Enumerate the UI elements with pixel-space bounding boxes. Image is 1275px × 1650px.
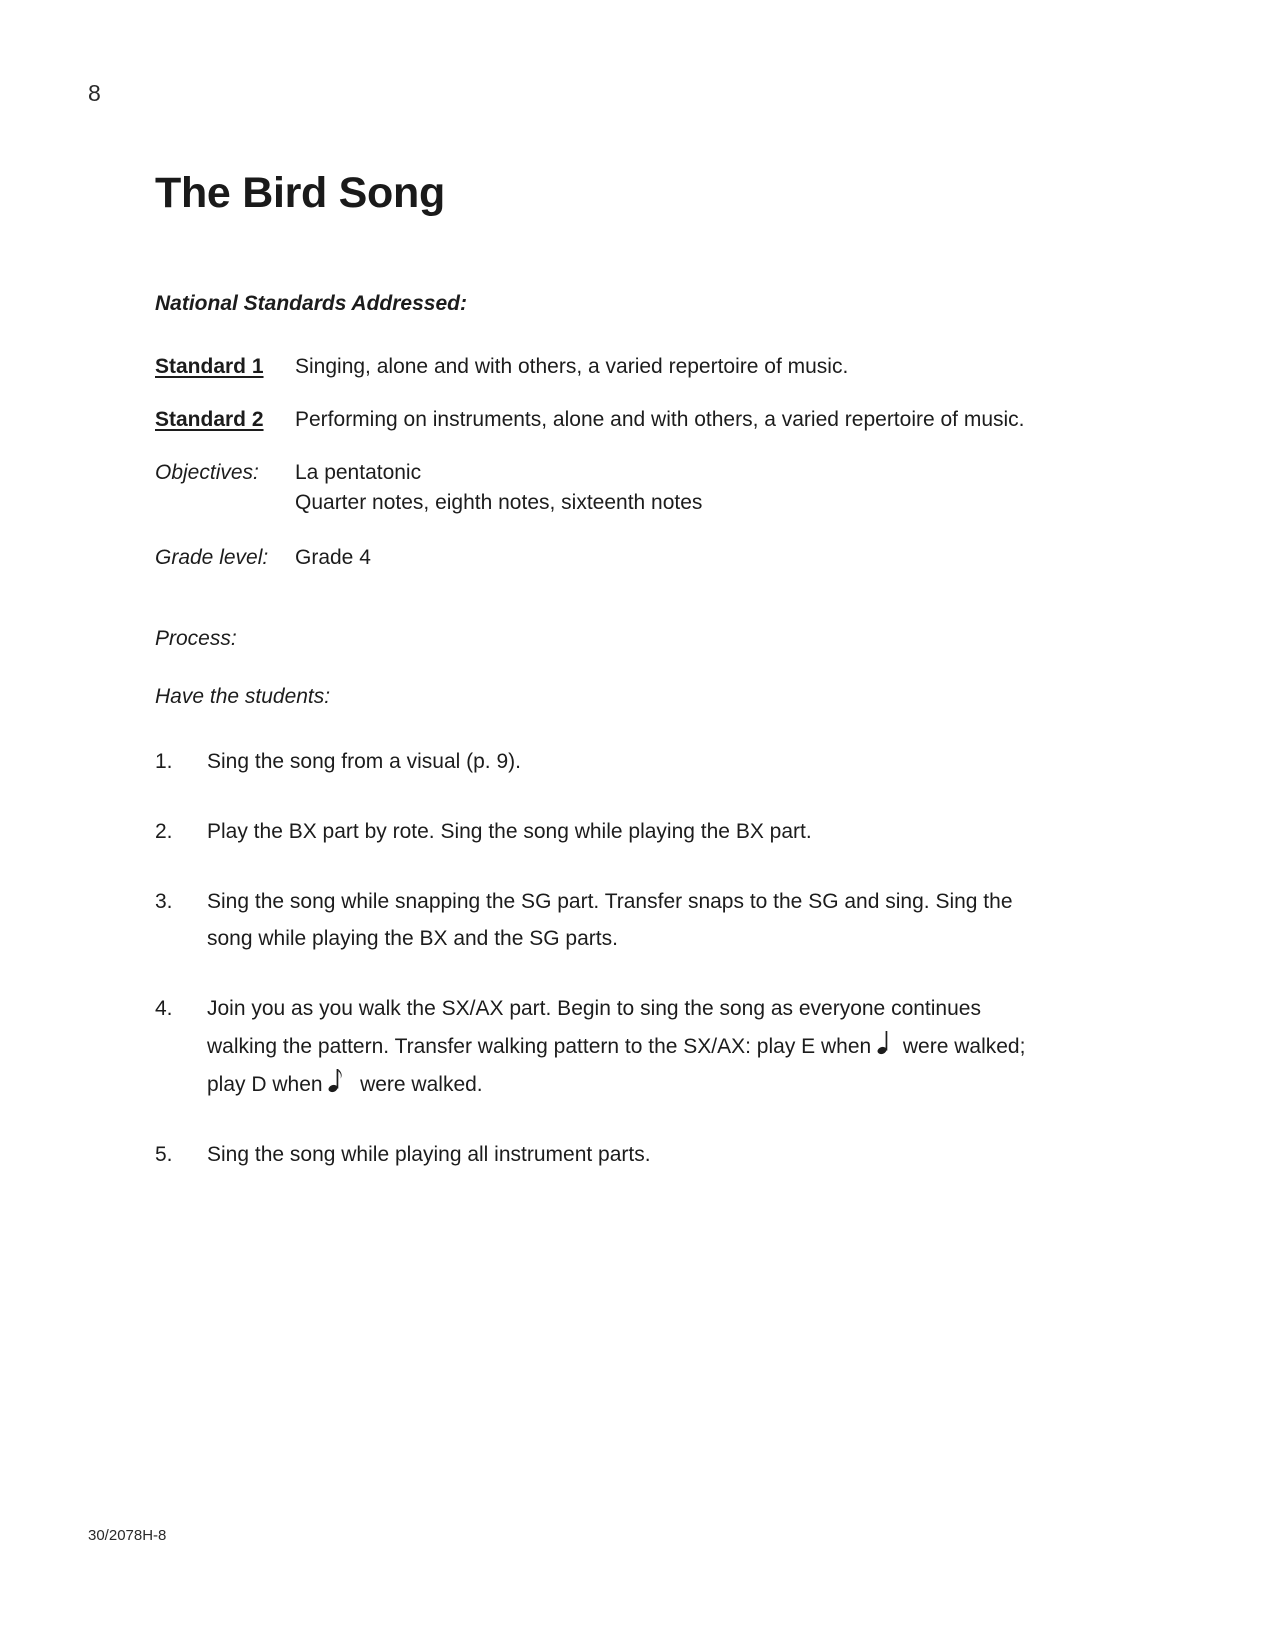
step-text: Sing the song while snapping the SG part. Transfer snaps to the SG and sing. Sing the song while playing the BX and the SG parts.	[207, 890, 1013, 950]
step-number: 4.	[155, 996, 173, 1020]
objectives-line-2: Quarter notes, eighth notes, sixteenth notes	[295, 490, 703, 514]
objectives-label: Objectives:	[155, 461, 259, 485]
step-number: 1.	[155, 750, 173, 774]
list-item	[155, 1137, 1105, 1173]
national-standards-heading: National Standards Addressed:	[155, 292, 467, 316]
footer-code: 30/2078H-8	[88, 1527, 167, 1544]
step-number: 2.	[155, 820, 173, 844]
step-number: 5.	[155, 1142, 173, 1166]
list-item	[155, 884, 1105, 956]
list-item	[155, 991, 1105, 1103]
process-steps-list	[155, 744, 1105, 1173]
list-item	[155, 744, 1105, 780]
quarter-note-icon	[877, 1027, 897, 1065]
eighth-note-icon	[328, 1065, 348, 1103]
step-text: Sing the song from a visual (p. 9).	[207, 750, 521, 774]
process-label: Process:	[155, 626, 237, 650]
standard-2-label: Standard 2	[155, 408, 264, 432]
page-title: The Bird Song	[155, 169, 445, 217]
standard-row-2	[155, 405, 1105, 435]
grade-level-label: Grade level:	[155, 545, 269, 569]
grade-level-value: Grade 4	[295, 545, 371, 569]
standard-1-text: Singing, alone and with others, a varied repertoire of music.	[295, 355, 849, 379]
standard-row-1	[155, 352, 1105, 382]
standard-2-text: Performing on instruments, alone and with others, a varied repertoire of music.	[295, 408, 1025, 432]
step-text: Sing the song while playing all instrument parts.	[207, 1142, 651, 1166]
section-spacer	[155, 598, 1105, 624]
step-text: Play the BX part by rote. Sing the song while playing the BX part.	[207, 820, 812, 844]
step-text	[207, 991, 1037, 1103]
page-number: 8	[88, 80, 101, 106]
document-content	[155, 170, 1105, 1207]
objectives-row	[155, 458, 1105, 518]
objectives-line-1: La pentatonic	[295, 461, 422, 485]
have-students-label: Have the students:	[155, 685, 331, 709]
step-text-part-2: were walked; play D when	[207, 1034, 1026, 1096]
standard-1-label: Standard 1	[155, 355, 264, 379]
step-text-part-1: Join you as you walk the SX/AX part. Begin to sing the song as everyone continues walking the pattern. Transfer walking pattern to the SX/AX: play E when	[207, 996, 981, 1058]
step-number: 3.	[155, 890, 173, 914]
list-item	[155, 814, 1105, 850]
grade-level-row	[155, 543, 1105, 573]
step-text-part-3: were walked.	[360, 1072, 483, 1096]
objectives-value	[295, 458, 1105, 518]
